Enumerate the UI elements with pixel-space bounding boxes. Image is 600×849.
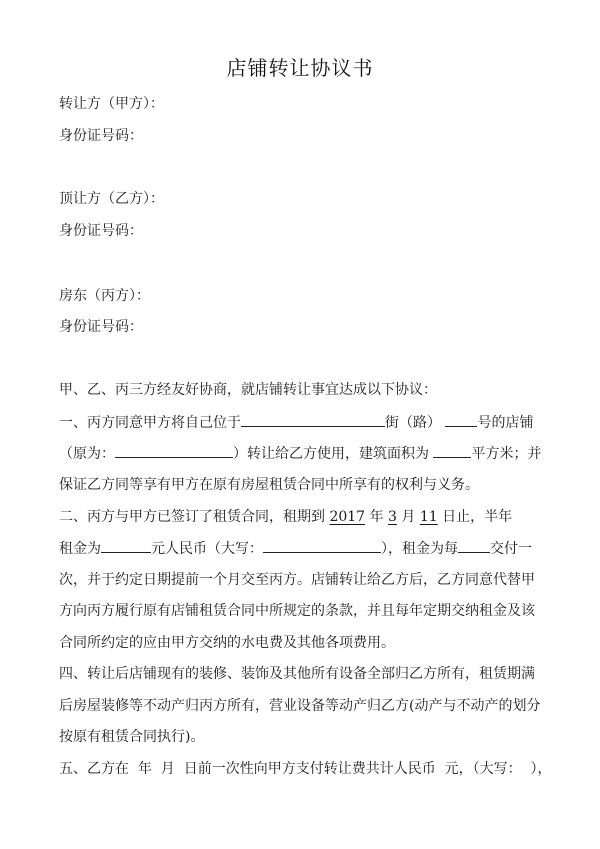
former-use-blank[interactable] xyxy=(115,443,233,458)
clause2-text-b: 日止，半年 xyxy=(442,509,513,525)
party-b-label: 顶让方（乙方）： xyxy=(59,191,164,207)
clause1-text-e: ）转让给乙方使用，建筑面积为 xyxy=(233,446,429,462)
clause2-text-a: 二、丙方与甲方已签订了租赁合同，租期到 xyxy=(59,509,325,525)
party-a-id-label: 身份证号码： xyxy=(59,128,143,144)
year-unit: 年 xyxy=(369,509,384,525)
party-c-label: 房东（丙方）： xyxy=(59,288,150,304)
clause2-text-c: 租金为 xyxy=(59,541,101,557)
clause5-line1: 五、乙方在 年 月 日前一次性向甲方支付转让费共计人民币 元，（大写： ）， xyxy=(59,761,552,777)
page-title: 店铺转让协议书 xyxy=(226,56,374,80)
clause2-text-e: ），租金为每 xyxy=(381,541,458,557)
party-a-label: 转让方（甲方）： xyxy=(59,96,164,112)
lease-end-year: 2017 xyxy=(329,509,366,525)
clause1-text-d: （原为： xyxy=(59,446,115,462)
party-b-id-label: 身份证号码： xyxy=(59,223,143,239)
street-number-blank[interactable] xyxy=(445,412,477,427)
lease-end-month: 3 xyxy=(388,509,397,525)
clause1-line1 xyxy=(59,412,533,433)
clause4-line3: 按原有租赁合同执行)。 xyxy=(59,729,205,745)
clause1-line2 xyxy=(59,443,541,464)
clause2-line1 xyxy=(59,507,512,527)
clause2-line3: 次，并于约定日期提前一个月交至丙方。店铺转让给乙方后，乙方同意代替甲 xyxy=(59,572,535,588)
intro-text: 甲、乙、丙三方经友好协商，就店铺转让事宜达成以下协议： xyxy=(59,382,437,398)
area-blank[interactable] xyxy=(433,443,471,458)
clause1-line3: 保证乙方同等享有甲方在原有房屋租赁合同中所享有的权利与义务。 xyxy=(59,477,479,493)
clause2-line2 xyxy=(59,538,532,559)
rent-amount-blank[interactable] xyxy=(101,538,151,553)
lease-end-day: 11 xyxy=(419,509,438,525)
clause1-text-a: 一、丙方同意甲方将自己位于 xyxy=(59,415,241,431)
payment-period-blank[interactable] xyxy=(458,538,490,553)
clause1-text-f: 平方米；并 xyxy=(471,446,542,462)
clause1-text-b: 街（路） xyxy=(385,415,441,431)
clause2-text-d: 元人民币（大写： xyxy=(151,541,263,557)
clause2-text-f: 交付一 xyxy=(490,541,532,557)
clause2-line5: 合同所约定的应由甲方交纳的水电费及其他各项费用。 xyxy=(59,635,395,651)
clause4-line1: 四、转让后店铺现有的装修、装饰及其他所有设备全部归乙方所有，租赁期满 xyxy=(59,666,535,682)
rent-uppercase-blank[interactable] xyxy=(263,538,381,553)
location-blank[interactable] xyxy=(241,412,385,427)
clause2-line4: 方向丙方履行原有店铺租赁合同中所规定的条款，并且每年定期交纳租金及该 xyxy=(59,603,535,619)
clause1-text-c: 号的店铺 xyxy=(477,415,534,431)
party-c-id-label: 身份证号码： xyxy=(59,319,143,335)
month-unit: 月 xyxy=(401,509,416,525)
clause4-line2: 后房屋装修等不动产归丙方所有，营业设备等动产归乙方(动产与不动产的划分 xyxy=(59,698,541,714)
